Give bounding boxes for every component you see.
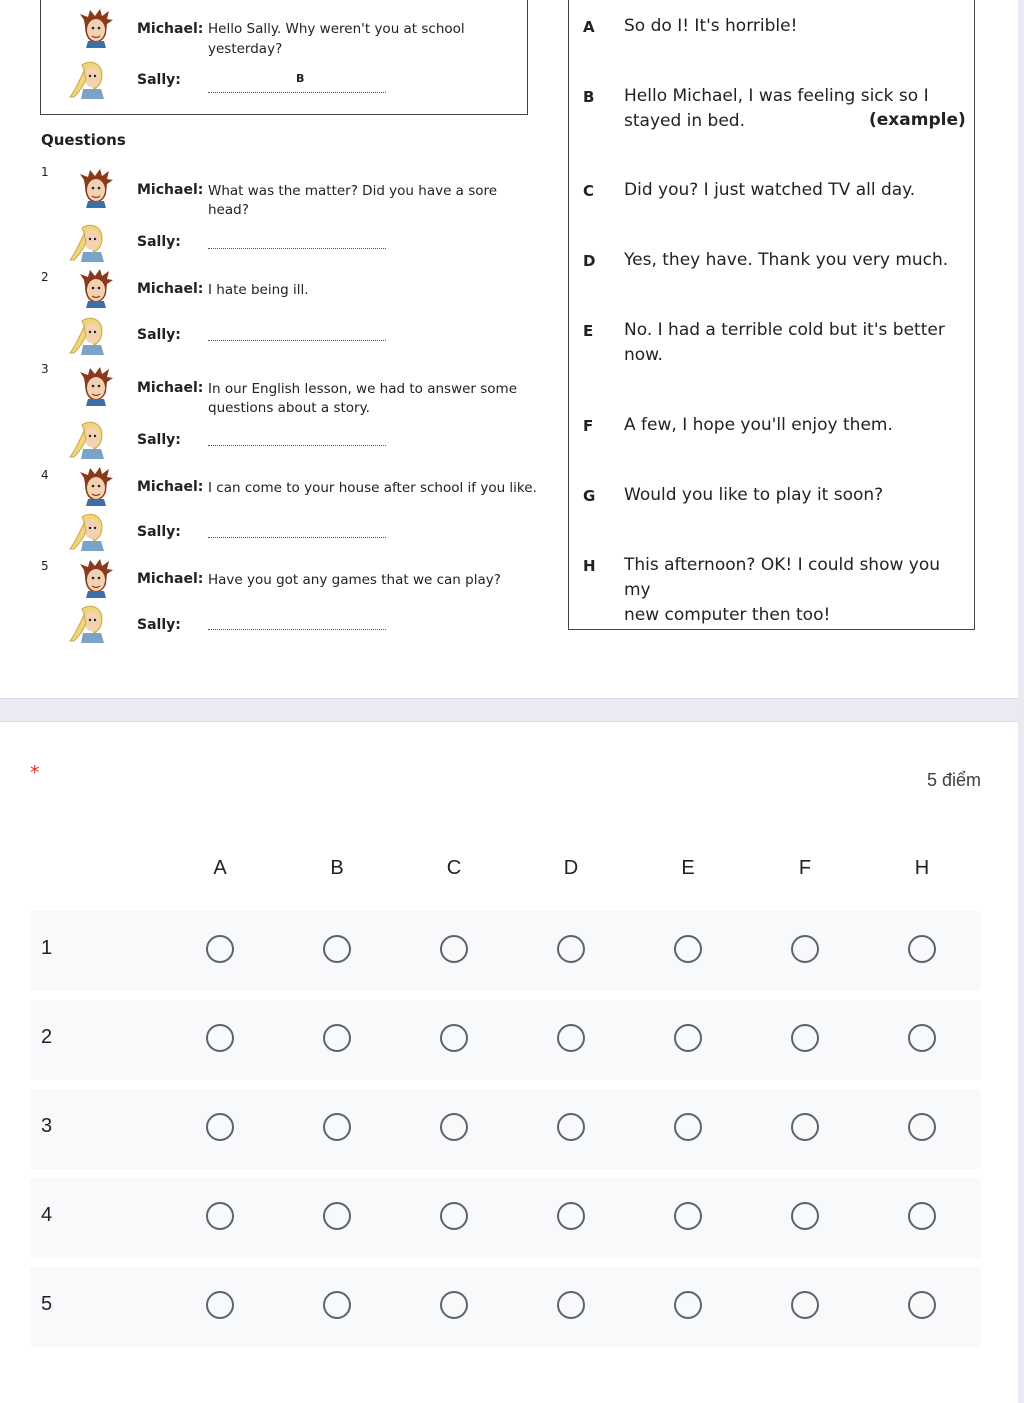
row-label: 5 <box>41 1293 53 1315</box>
radio-3-d[interactable] <box>557 1113 585 1141</box>
sally-avatar-icon <box>68 419 108 459</box>
radio-3-e[interactable] <box>674 1113 702 1141</box>
column-header: H <box>914 857 930 879</box>
option-text: Would you like to play it soon? <box>624 485 884 505</box>
radio-3-c[interactable] <box>440 1113 468 1141</box>
option-text: Did you? I just watched TV all day. <box>624 180 916 200</box>
questions-heading: Questions <box>41 131 126 149</box>
page-edge <box>1018 0 1024 1403</box>
q2-michael-line1: I hate being ill. <box>208 282 309 298</box>
q3-michael-line2: questions about a story. <box>208 400 370 416</box>
example-michael-line1: Hello Sally. Why weren't you at school <box>208 21 465 37</box>
radio-5-h[interactable] <box>908 1291 936 1319</box>
grid-row <box>30 1178 981 1258</box>
radio-2-a[interactable] <box>206 1024 234 1052</box>
example-tag: (example) <box>869 110 966 130</box>
q1-michael-line1: What was the matter? Did you have a sore <box>208 183 498 199</box>
option-letter: F <box>583 417 594 435</box>
michael-label: Michael: <box>137 182 204 198</box>
radio-3-b[interactable] <box>323 1113 351 1141</box>
radio-1-d[interactable] <box>557 935 585 963</box>
radio-3-a[interactable] <box>206 1113 234 1141</box>
question-number: 1 <box>41 165 49 179</box>
worksheet-image <box>0 0 1024 690</box>
radio-2-c[interactable] <box>440 1024 468 1052</box>
grid-row <box>30 1000 981 1080</box>
radio-4-a[interactable] <box>206 1202 234 1230</box>
required-asterisk: * <box>30 762 40 784</box>
option-letter: E <box>583 322 594 340</box>
column-header: F <box>798 857 812 879</box>
row-label: 3 <box>41 1115 53 1137</box>
radio-2-h[interactable] <box>908 1024 936 1052</box>
option-letter: G <box>583 487 596 505</box>
option-text: Hello Michael, I was feeling sick so I stayed in bed. <box>624 86 929 131</box>
column-header: E <box>681 857 695 879</box>
michael-avatar-icon <box>76 366 116 406</box>
column-header: A <box>213 857 227 879</box>
example-answer: B <box>296 72 305 85</box>
column-header: D <box>563 857 579 879</box>
column-header: B <box>330 857 344 879</box>
michael-label: Michael: <box>137 21 204 37</box>
example-michael-line2: yesterday? <box>208 41 283 57</box>
michael-label: Michael: <box>137 479 204 495</box>
answer-line <box>208 629 386 630</box>
michael-label: Michael: <box>137 281 204 297</box>
sally-label: Sally: <box>137 72 181 88</box>
q5-michael-line1: Have you got any games that we can play? <box>208 572 501 588</box>
radio-5-e[interactable] <box>674 1291 702 1319</box>
michael-avatar-icon <box>76 8 116 48</box>
option-text: A few, I hope you'll enjoy them. <box>624 415 893 435</box>
radio-1-f[interactable] <box>791 935 819 963</box>
radio-3-f[interactable] <box>791 1113 819 1141</box>
answer-line <box>208 248 386 249</box>
radio-5-d[interactable] <box>557 1291 585 1319</box>
sally-label: Sally: <box>137 524 181 540</box>
option-text: This afternoon? OK! I could show you my new computer then too! <box>624 555 941 625</box>
answer-line <box>208 537 386 538</box>
row-label: 1 <box>41 937 53 959</box>
radio-2-b[interactable] <box>323 1024 351 1052</box>
question-number: 4 <box>41 468 49 482</box>
michael-avatar-icon <box>76 466 116 506</box>
option-letter: A <box>583 18 595 36</box>
radio-2-d[interactable] <box>557 1024 585 1052</box>
michael-label: Michael: <box>137 380 204 396</box>
sally-label: Sally: <box>137 234 181 250</box>
option-text: Yes, they have. Thank you very much. <box>624 250 949 270</box>
option-letter: H <box>583 557 596 575</box>
sally-label: Sally: <box>137 432 181 448</box>
radio-4-f[interactable] <box>791 1202 819 1230</box>
sally-avatar-icon <box>68 511 108 551</box>
radio-5-f[interactable] <box>791 1291 819 1319</box>
grid-row <box>30 911 981 991</box>
sally-avatar-icon <box>68 603 108 643</box>
radio-2-f[interactable] <box>791 1024 819 1052</box>
sally-label: Sally: <box>137 617 181 633</box>
q3-michael-line1: In our English lesson, we had to answer some <box>208 381 518 397</box>
michael-avatar-icon <box>76 168 116 208</box>
michael-avatar-icon <box>76 268 116 308</box>
option-letter: B <box>583 88 595 106</box>
question-number: 5 <box>41 559 49 573</box>
question-number: 3 <box>41 362 49 376</box>
radio-1-a[interactable] <box>206 935 234 963</box>
radio-4-e[interactable] <box>674 1202 702 1230</box>
michael-avatar-icon <box>76 558 116 598</box>
answer-line <box>208 445 386 446</box>
row-label: 2 <box>41 1026 53 1048</box>
radio-4-d[interactable] <box>557 1202 585 1230</box>
radio-3-h[interactable] <box>908 1113 936 1141</box>
michael-label: Michael: <box>137 571 204 587</box>
sally-avatar-icon <box>68 315 108 355</box>
radio-1-h[interactable] <box>908 935 936 963</box>
radio-1-c[interactable] <box>440 935 468 963</box>
q4-michael-line1: I can come to your house after school if you like. <box>208 480 537 496</box>
radio-5-a[interactable] <box>206 1291 234 1319</box>
radio-1-e[interactable] <box>674 935 702 963</box>
radio-2-e[interactable] <box>674 1024 702 1052</box>
radio-4-b[interactable] <box>323 1202 351 1230</box>
points-label: 5 điểm <box>926 770 981 790</box>
column-header: C <box>446 857 462 879</box>
radio-5-c[interactable] <box>440 1291 468 1319</box>
answer-line <box>208 340 386 341</box>
row-label: 4 <box>41 1204 53 1226</box>
grid-row <box>30 1089 981 1169</box>
grid-row <box>30 1267 981 1347</box>
radio-5-b[interactable] <box>323 1291 351 1319</box>
option-text: No. I had a terrible cold but it's better now. <box>624 320 945 365</box>
option-text: So do I! It's horrible! <box>624 16 798 36</box>
q1-michael-line2: head? <box>208 202 249 218</box>
option-letter: D <box>583 252 596 270</box>
sally-avatar-icon <box>68 59 108 99</box>
sally-label: Sally: <box>137 327 181 343</box>
section-divider <box>0 698 1018 722</box>
radio-4-c[interactable] <box>440 1202 468 1230</box>
option-letter: C <box>583 182 595 200</box>
radio-1-b[interactable] <box>323 935 351 963</box>
example-answer-line <box>208 92 386 93</box>
radio-4-h[interactable] <box>908 1202 936 1230</box>
question-number: 2 <box>41 270 49 284</box>
sally-avatar-icon <box>68 222 108 262</box>
